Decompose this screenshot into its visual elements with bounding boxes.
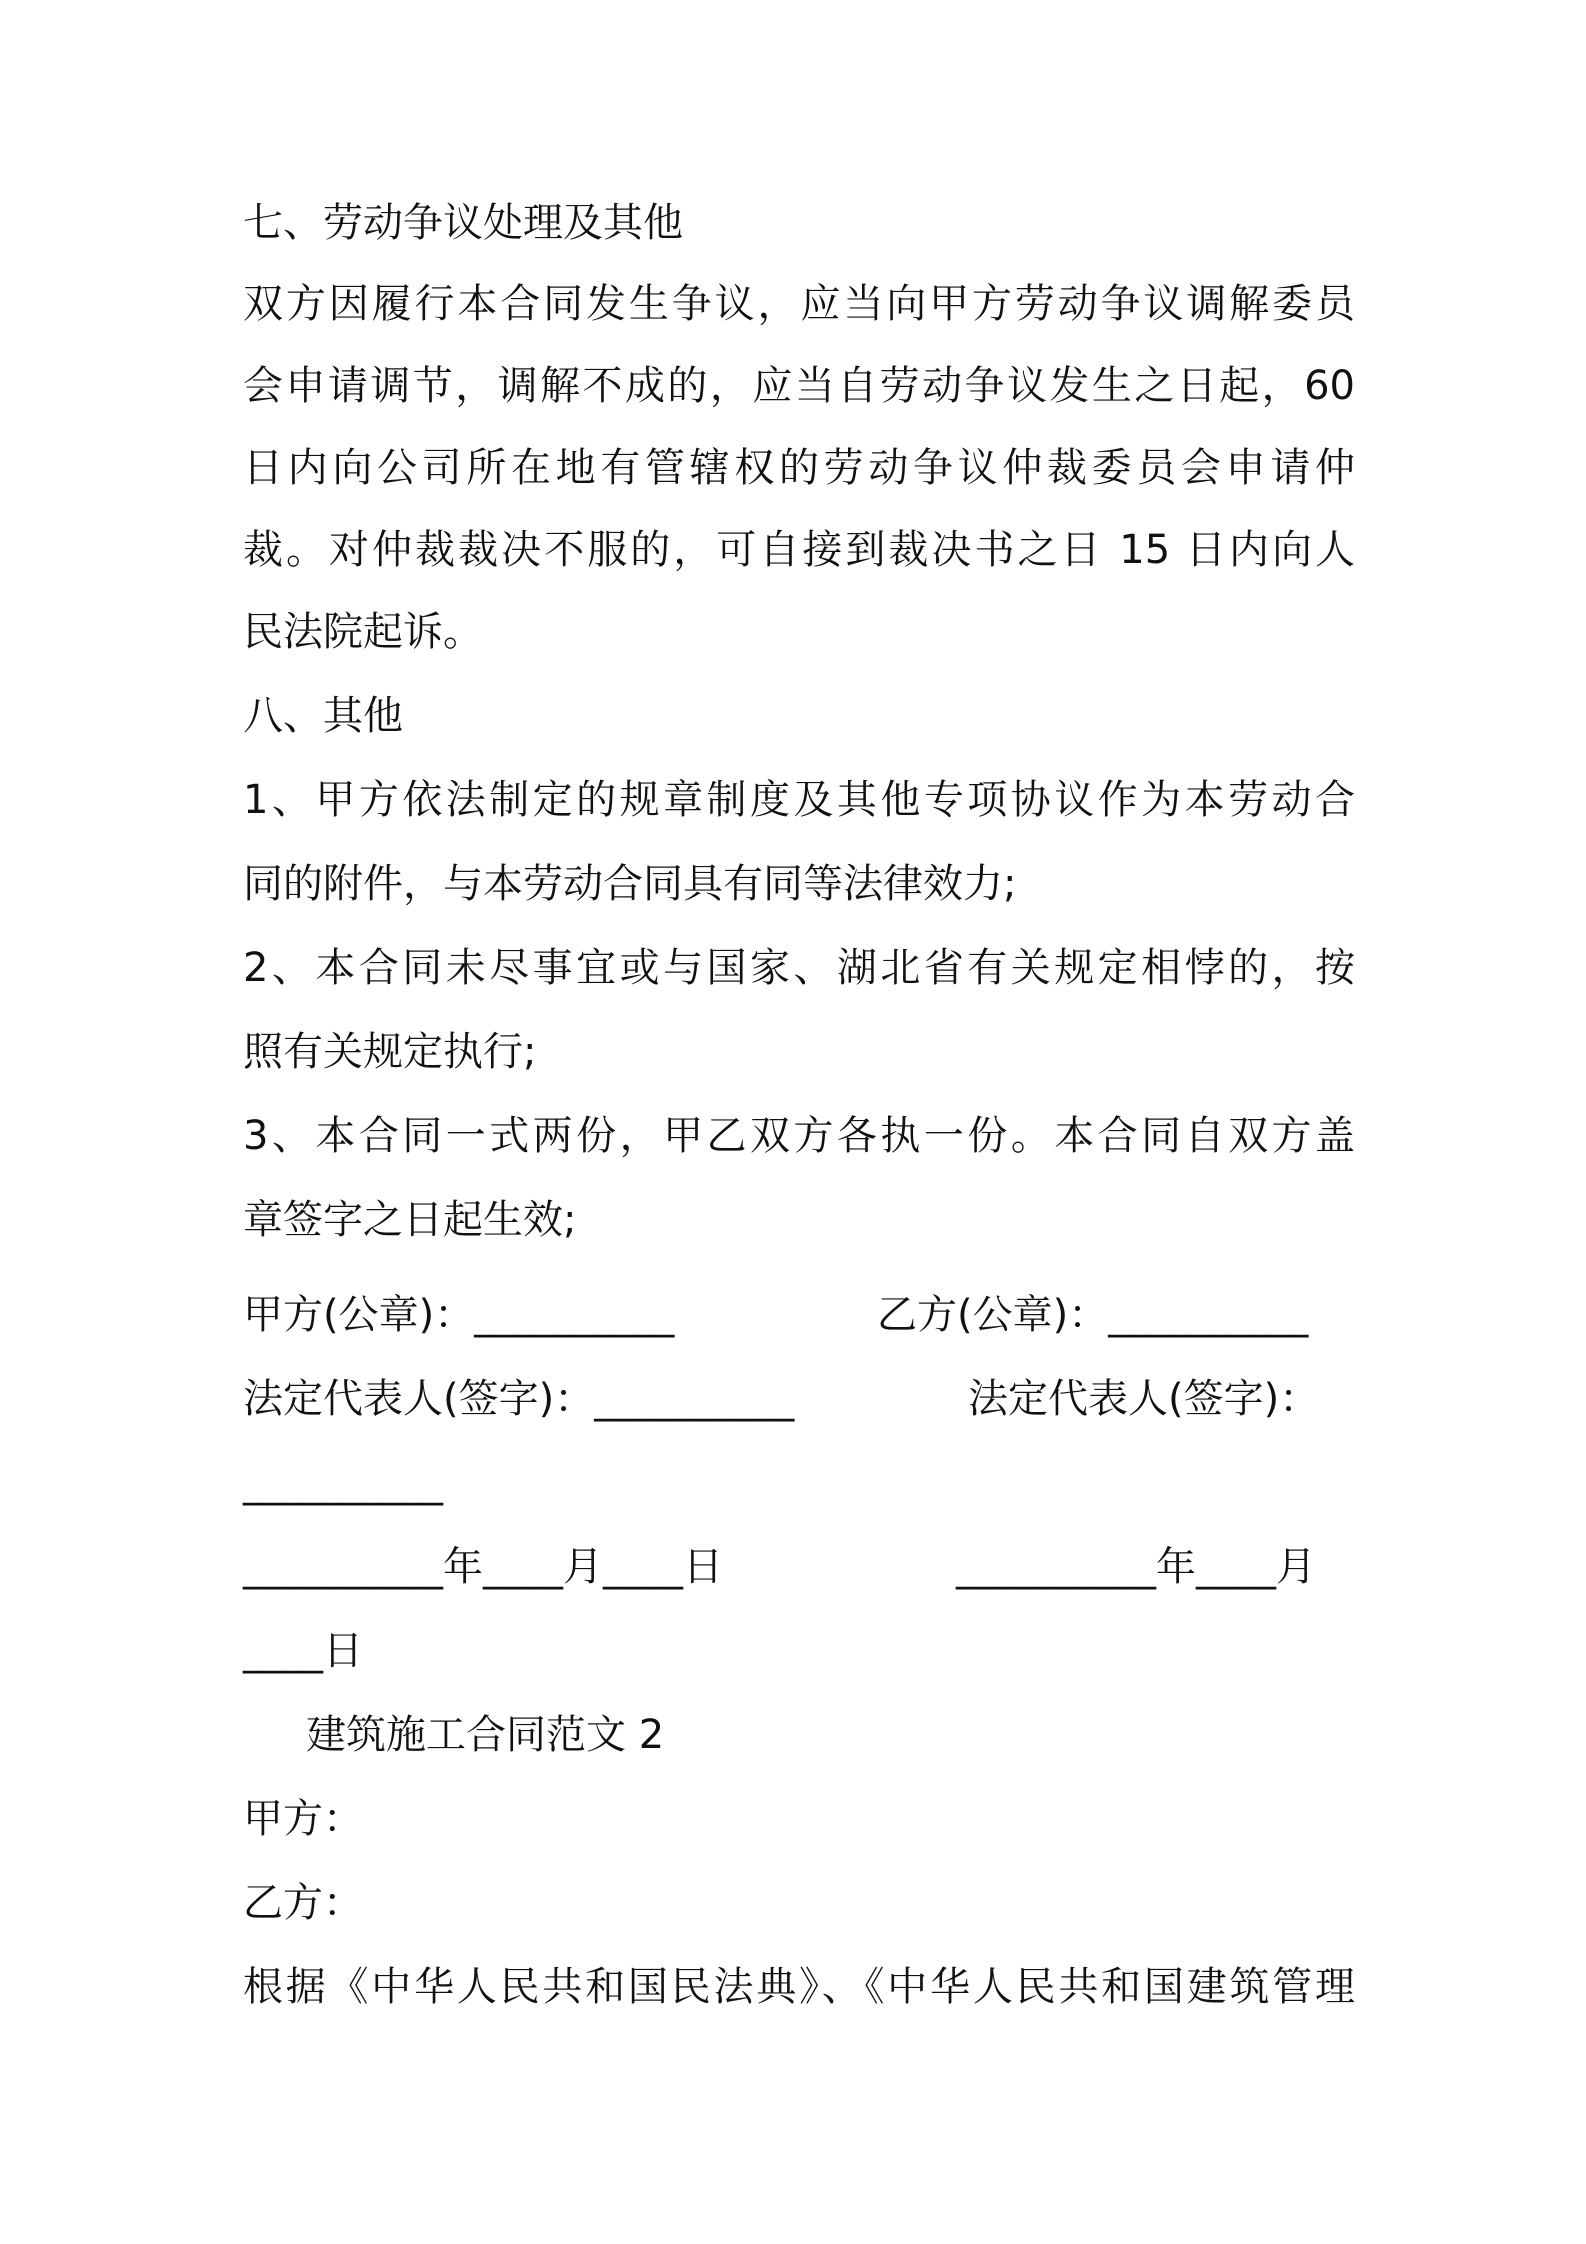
party-b-date-field: __________年____月 [956, 1544, 1316, 1590]
section-8-item-line: 3、本合同一式两份，甲乙双方各执一份。本合同自双方盖 [243, 1113, 1355, 1159]
section-8-item-line: 2、本合同未尽事宜或与国家、湖北省有关规定相悖的，按 [243, 945, 1355, 991]
party-a-seal-field: 甲方(公章)：__________ [243, 1292, 675, 1338]
section-7-paragraph-line: 日内向公司所在地有管辖权的劳动争议仲裁委员会申请仲 [243, 445, 1355, 491]
contract-2-intro-line: 根据《中华人民共和国民法典》、《中华人民共和国建筑管理 [243, 1964, 1355, 2010]
section-8-item-line: 同的附件，与本劳动合同具有同等法律效力; [243, 861, 1017, 907]
section-8-item-line: 章签字之日起生效; [243, 1197, 577, 1243]
section-7-paragraph-line: 民法院起诉。 [243, 609, 483, 655]
section-7-heading: 七、劳动争议处理及其他 [243, 200, 683, 246]
section-7-paragraph-line: 裁。对仲裁裁决不服的，可自接到裁决书之日 15 日内向人 [243, 527, 1355, 573]
party-b-seal-field: 乙方(公章)：__________ [877, 1292, 1309, 1338]
section-8-heading: 八、其他 [243, 693, 403, 739]
section-8-item-line: 照有关规定执行; [243, 1029, 537, 1075]
party-a-date-field: __________年____月____日 [243, 1544, 723, 1590]
party-b-representative-blank: __________ [243, 1460, 443, 1506]
party-b-representative-field: 法定代表人(签字)： [968, 1376, 1320, 1422]
contract-2-party-b: 乙方： [243, 1880, 363, 1926]
party-b-date-day: ____日 [243, 1628, 363, 1674]
contract-2-party-a: 甲方： [243, 1796, 363, 1842]
contract-2-title: 建筑施工合同范文 2 [306, 1712, 665, 1758]
section-8-item-line: 1、甲方依法制定的规章制度及其他专项协议作为本劳动合 [243, 777, 1355, 823]
section-7-paragraph-line: 会申请调节，调解不成的，应当自劳动争议发生之日起，60 [243, 363, 1355, 409]
section-7-paragraph-line: 双方因履行本合同发生争议，应当向甲方劳动争议调解委员 [243, 281, 1355, 327]
party-a-representative-field: 法定代表人(签字)：__________ [243, 1376, 795, 1422]
